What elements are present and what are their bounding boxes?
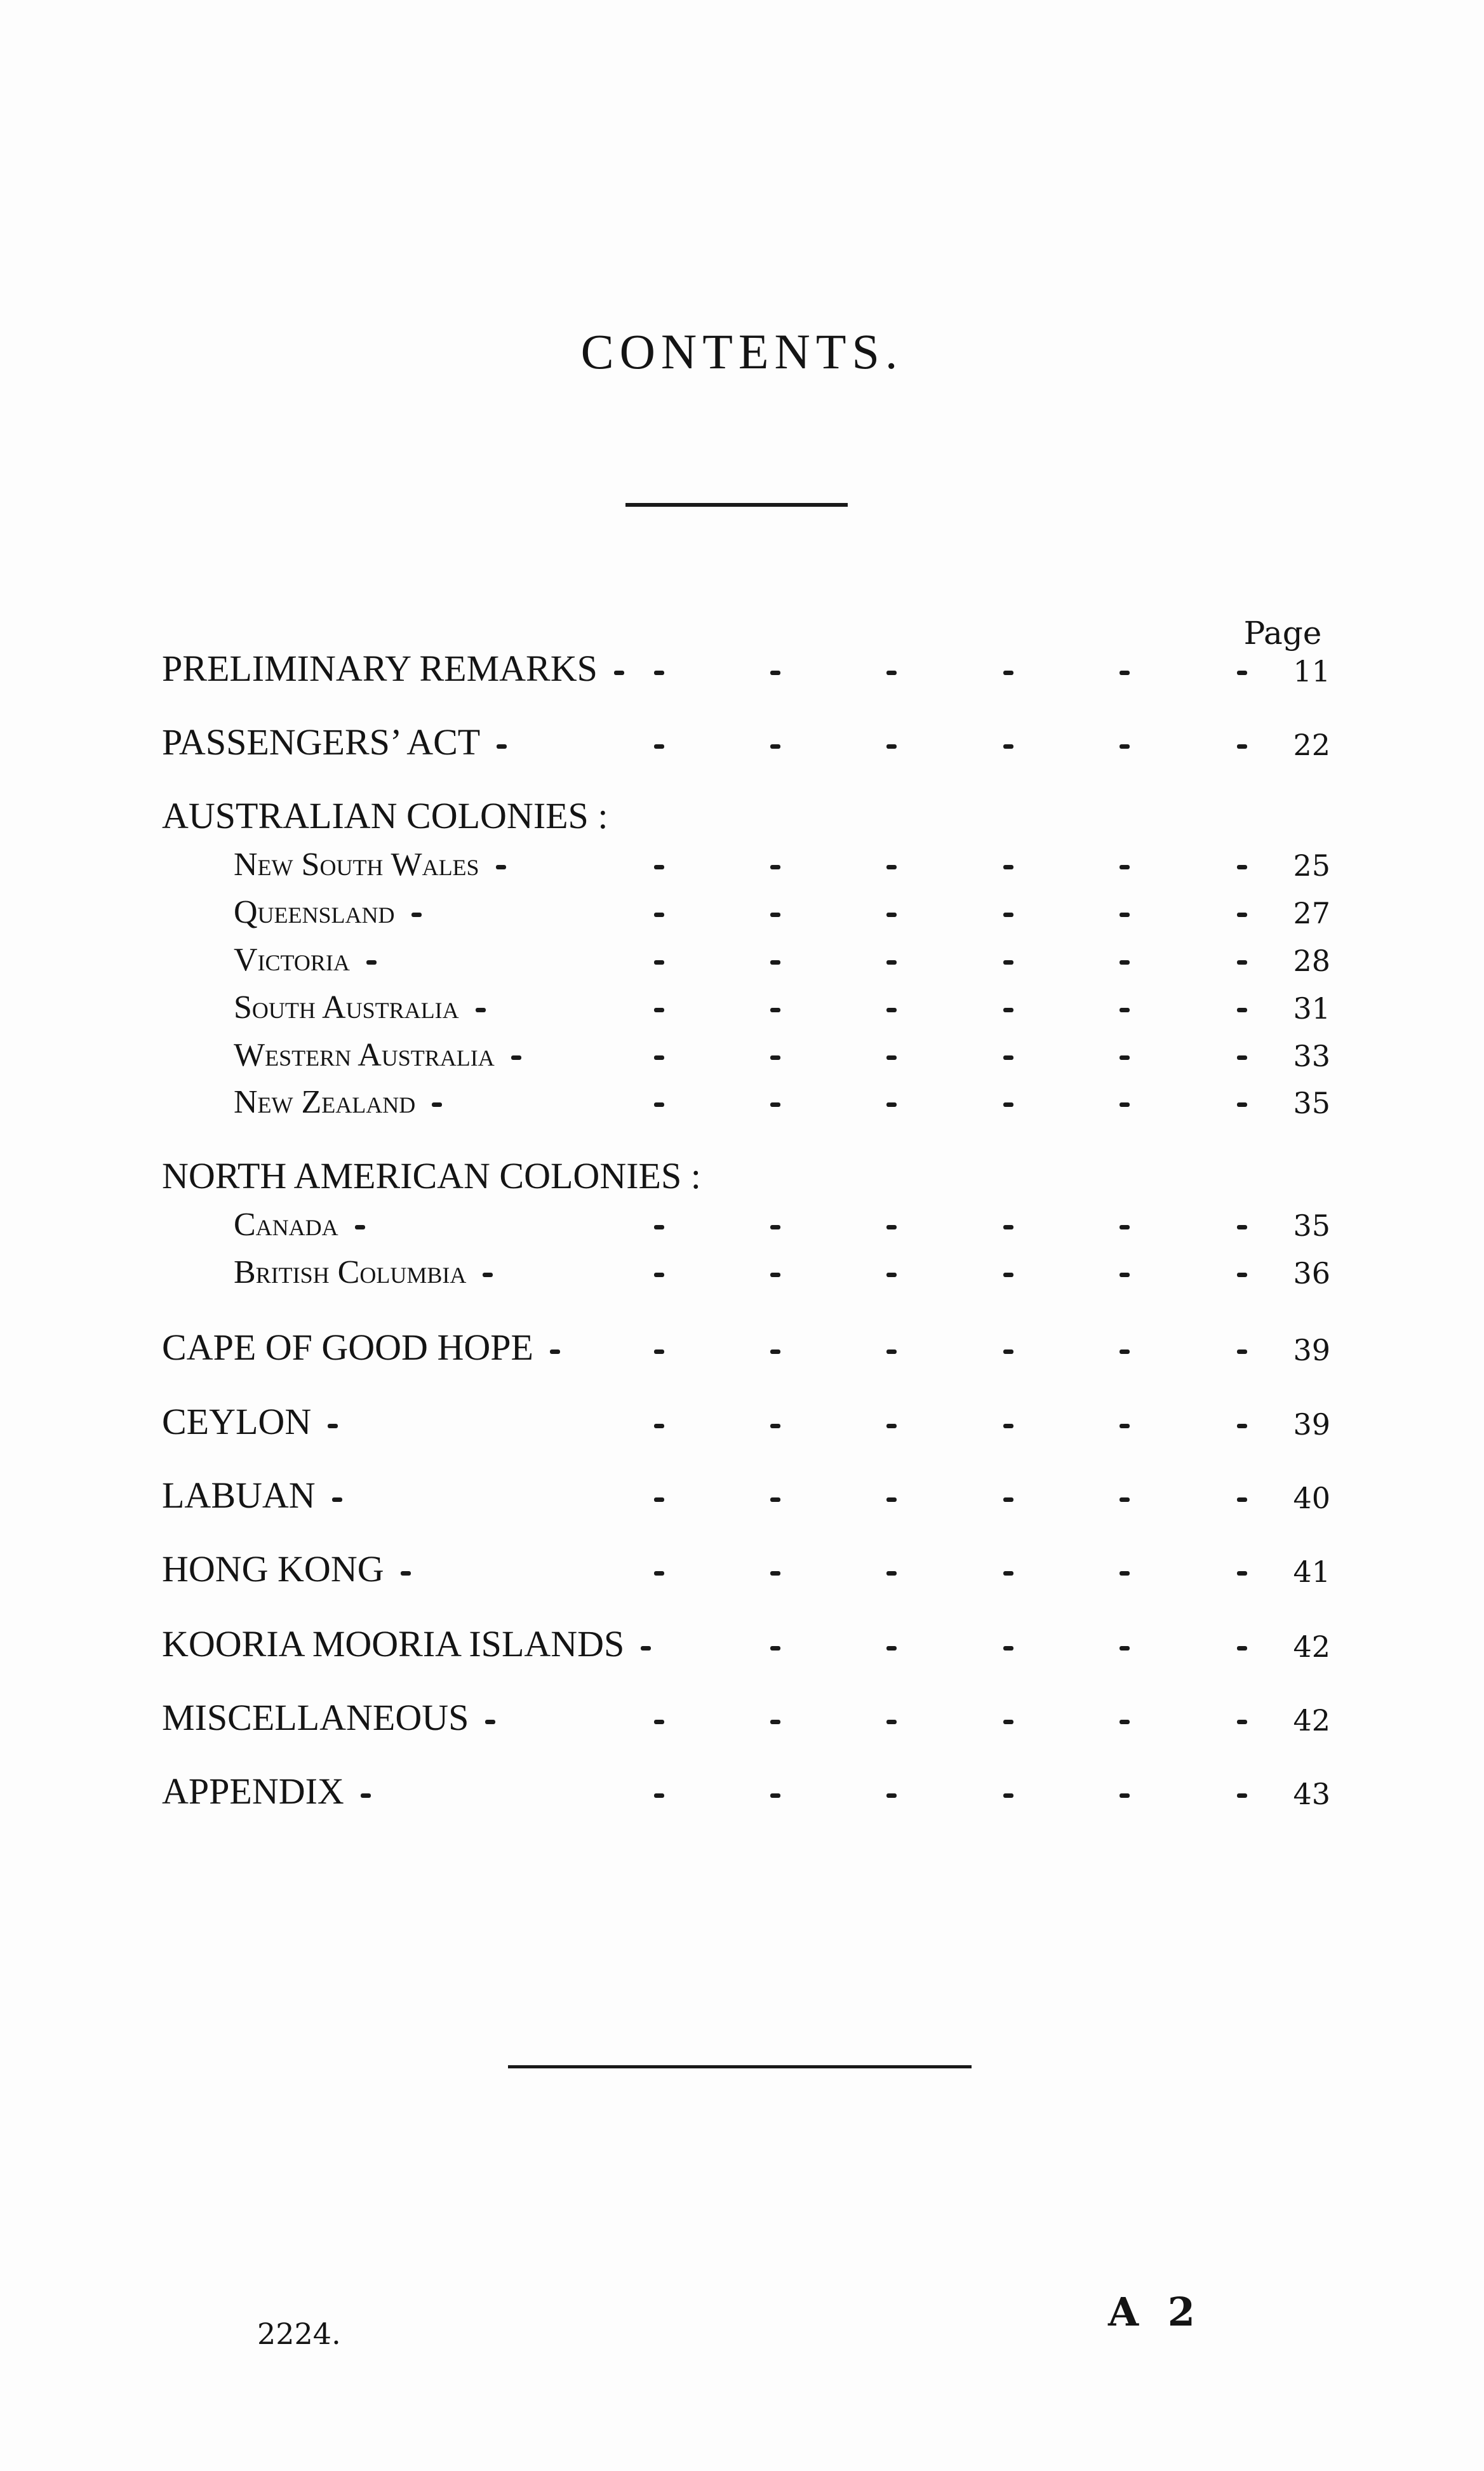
leader-dash [1237, 1008, 1247, 1012]
toc-entry-label: Queensland [234, 894, 395, 930]
leader-dash [1003, 1055, 1013, 1060]
leader-dash [1003, 1720, 1013, 1724]
leader-dash [1120, 1497, 1130, 1502]
leader-dash [1003, 1349, 1013, 1354]
leader-dash [770, 1008, 780, 1012]
toc-entry-new-zealand [0, 1082, 1484, 1127]
leader-dash [1120, 1793, 1130, 1798]
toc-entry-label: Western Australia [234, 1037, 495, 1073]
leader-dash [1120, 960, 1130, 965]
toc-section-north-american-colonies [0, 1155, 1484, 1202]
leader-dash [654, 1102, 664, 1107]
leader-dash [1120, 1055, 1130, 1060]
leader-dots [0, 1055, 1484, 1068]
leader-dash [654, 671, 664, 675]
leader-dash [770, 865, 780, 869]
toc-entry-labuan [0, 1477, 1484, 1522]
leader-dash [654, 865, 664, 869]
leader-dots [0, 1349, 1484, 1362]
toc-entry-label: PASSENGERS’ ACT [162, 721, 481, 763]
toc-entry-page: 27 [1293, 896, 1330, 930]
toc-entry-appendix [0, 1773, 1484, 1818]
leader-dots [0, 1720, 1484, 1732]
leader-dash [770, 1349, 780, 1354]
leader-dots [0, 1646, 1484, 1659]
toc-entry-page: 42 [1293, 1630, 1330, 1664]
page-title: CONTENTS. [580, 324, 904, 379]
toc-entry-label: HONG KONG [162, 1548, 384, 1590]
leader-dots [0, 1102, 1484, 1115]
leader-dash [432, 1102, 442, 1107]
leader-dash [770, 1055, 780, 1060]
leader-dash [886, 1720, 897, 1724]
leader-dash [1237, 865, 1247, 869]
leader-dash [366, 960, 377, 965]
leader-dots [0, 913, 1484, 925]
leader-dash [654, 1497, 664, 1502]
leader-dash [1003, 671, 1013, 675]
toc-entry-queensland [0, 892, 1484, 937]
toc-entry-label: Victoria [234, 942, 350, 978]
toc-entry-cape-of-good-hope [0, 1329, 1484, 1374]
toc-entry-page: 35 [1293, 1086, 1330, 1120]
leader-dash [886, 744, 897, 749]
leader-dash [1120, 1102, 1130, 1107]
leader-dash [1003, 913, 1013, 917]
leader-dash [1237, 1349, 1247, 1354]
leader-dash [886, 1055, 897, 1060]
toc-entry-label: MISCELLANEOUS [162, 1697, 469, 1738]
toc-entry-passengers-act [0, 721, 1484, 768]
leader-dots [0, 671, 1484, 683]
leader-dash [1237, 1793, 1247, 1798]
leader-dash [511, 1055, 521, 1060]
leader-dash [1003, 1225, 1013, 1229]
leader-dash [654, 744, 664, 749]
toc-entry-hong-kong [0, 1548, 1484, 1595]
toc-entry-miscellaneous [0, 1699, 1484, 1744]
leader-dash [1003, 1646, 1013, 1651]
leader-dash [654, 1225, 664, 1229]
leader-dash [886, 671, 897, 675]
leader-dash [1003, 1571, 1013, 1576]
toc-entry-label: Canada [234, 1207, 338, 1243]
leader-dots [0, 1793, 1484, 1806]
toc-entry-page: 11 [1293, 654, 1330, 688]
leader-dash [654, 1424, 664, 1428]
leader-dash [1237, 1273, 1247, 1277]
leader-dash [1237, 960, 1247, 965]
leader-dash [886, 1571, 897, 1576]
toc-entry-label: APPENDIX [162, 1771, 344, 1812]
leader-dash [1003, 1008, 1013, 1012]
leader-dash [770, 960, 780, 965]
leader-dash [1120, 1349, 1130, 1354]
leader-dash [497, 744, 507, 749]
leader-dash [1237, 1720, 1247, 1724]
leader-dash [886, 1497, 897, 1502]
toc-entry-canada [0, 1205, 1484, 1249]
leader-dash [1003, 1497, 1013, 1502]
leader-dash [886, 913, 897, 917]
leader-dash [332, 1497, 342, 1502]
toc-entry-label: New South Wales [234, 847, 479, 883]
leader-dash [1003, 1793, 1013, 1798]
leader-dash [886, 1102, 897, 1107]
leader-dots [0, 1225, 1484, 1238]
leader-dots [0, 865, 1484, 878]
leader-dash [1237, 671, 1247, 675]
leader-dash [886, 1349, 897, 1354]
leader-dash [1003, 1273, 1013, 1277]
toc-entry-ceylon [0, 1403, 1484, 1448]
leader-dash [886, 865, 897, 869]
toc-entry-preliminary-remarks [0, 650, 1484, 695]
leader-dash [1237, 1571, 1247, 1576]
leader-dash [770, 1273, 780, 1277]
leader-dash [770, 671, 780, 675]
leader-dash [1120, 913, 1130, 917]
leader-dash [1003, 1424, 1013, 1428]
toc-entry-label: KOORIA MOORIA ISLANDS [162, 1623, 625, 1664]
leader-dash [770, 744, 780, 749]
leader-dots [0, 1571, 1484, 1584]
leader-dash [886, 1225, 897, 1229]
leader-dash [1120, 1720, 1130, 1724]
leader-dots [0, 1008, 1484, 1021]
leader-dash [886, 1008, 897, 1012]
leader-dash [770, 913, 780, 917]
leader-dash [328, 1424, 338, 1428]
toc-entry-page: 36 [1293, 1256, 1330, 1290]
leader-dash [654, 960, 664, 965]
leader-dash [1003, 960, 1013, 965]
leader-dash [1237, 1424, 1247, 1428]
toc-entry-south-australia [0, 988, 1484, 1032]
leader-dash [1003, 1102, 1013, 1107]
leader-dash [1003, 865, 1013, 869]
leader-dash [1120, 1424, 1130, 1428]
leader-dash [355, 1225, 365, 1229]
leader-dash [886, 1646, 897, 1651]
leader-dash [550, 1349, 560, 1354]
toc-entry-page: 41 [1293, 1555, 1330, 1589]
toc-entry-page: 22 [1293, 728, 1330, 762]
leader-dash [1237, 1497, 1247, 1502]
leader-dash [770, 1424, 780, 1428]
title-rule [625, 503, 848, 507]
toc-entry-western-australia [0, 1035, 1484, 1080]
leader-dash [496, 865, 506, 869]
leader-dash [654, 1273, 664, 1277]
toc-entry-british-columbia [0, 1252, 1484, 1297]
toc-entry-victoria [0, 940, 1484, 984]
toc-section-label: NORTH AMERICAN COLONIES : [162, 1155, 701, 1196]
leader-dash [1237, 1646, 1247, 1651]
leader-dash [886, 960, 897, 965]
toc-entry-label: LABUAN [162, 1475, 316, 1516]
toc-entry-page: 28 [1293, 944, 1330, 978]
leader-dash [770, 1793, 780, 1798]
leader-dash [770, 1225, 780, 1229]
leader-dash [1120, 865, 1130, 869]
leader-dash [886, 1793, 897, 1798]
toc-entry-label: CAPE OF GOOD HOPE [162, 1327, 533, 1368]
toc-section-australian-colonies [0, 795, 1484, 842]
leader-dots [0, 1497, 1484, 1510]
toc-entry-page: 43 [1293, 1777, 1330, 1811]
leader-dash [1237, 744, 1247, 749]
leader-dash [1120, 1008, 1130, 1012]
toc-entry-page: 31 [1293, 991, 1330, 1026]
toc-entry-new-south-wales [0, 845, 1484, 889]
leader-dash [770, 1102, 780, 1107]
toc-entry-page: 39 [1293, 1333, 1330, 1367]
closing-rule [508, 2065, 972, 2068]
toc-entry-page: 33 [1293, 1039, 1330, 1073]
leader-dash [654, 1349, 664, 1354]
leader-dash [401, 1571, 411, 1576]
toc-entry-label: CEYLON [162, 1401, 312, 1442]
leader-dash [476, 1008, 486, 1012]
toc-entry-label: South Australia [234, 989, 459, 1026]
leader-dash [654, 1793, 664, 1798]
toc-entry-label: PRELIMINARY REMARKS [162, 648, 598, 689]
leader-dots [0, 1273, 1484, 1285]
leader-dash [1237, 1102, 1247, 1107]
leader-dots [0, 744, 1484, 757]
leader-dash [654, 1571, 664, 1576]
leader-dash [361, 1793, 371, 1798]
leader-dash [1120, 671, 1130, 675]
leader-dots [0, 960, 1484, 973]
leader-dash [1120, 744, 1130, 749]
leader-dash [1237, 1225, 1247, 1229]
toc-entry-page: 40 [1293, 1481, 1330, 1515]
printer-number: 2224. [257, 2317, 341, 2351]
leader-dash [886, 1273, 897, 1277]
leader-dash [770, 1720, 780, 1724]
toc-entry-label: British Columbia [234, 1254, 467, 1290]
leader-dash [641, 1646, 651, 1651]
leader-dash [654, 913, 664, 917]
leader-dash [1120, 1273, 1130, 1277]
toc-section-label: AUSTRALIAN COLONIES : [162, 795, 608, 836]
leader-dash [1120, 1646, 1130, 1651]
toc-entry-page: 39 [1293, 1407, 1330, 1442]
leader-dash [1120, 1571, 1130, 1576]
leader-dash [485, 1720, 495, 1724]
toc-entry-kooria-mooria-islands [0, 1623, 1484, 1670]
leader-dash [1237, 913, 1247, 917]
leader-dash [483, 1273, 493, 1277]
leader-dots [0, 1424, 1484, 1436]
leader-dash [411, 913, 422, 917]
signature-mark: A 2 [1108, 2289, 1203, 2335]
toc-entry-label: New Zealand [234, 1084, 416, 1120]
leader-dash [1120, 1225, 1130, 1229]
leader-dash [886, 1424, 897, 1428]
toc-entry-page: 35 [1293, 1209, 1330, 1243]
page-column-heading: Page [1243, 615, 1322, 652]
leader-dash [1003, 744, 1013, 749]
leader-dash [770, 1497, 780, 1502]
leader-dash [770, 1646, 780, 1651]
leader-dash [654, 1720, 664, 1724]
toc-entry-page: 25 [1293, 848, 1330, 883]
leader-dash [654, 1008, 664, 1012]
leader-dash [614, 671, 624, 675]
toc-entry-page: 42 [1293, 1703, 1330, 1738]
leader-dash [654, 1055, 664, 1060]
leader-dash [1237, 1055, 1247, 1060]
leader-dash [770, 1571, 780, 1576]
